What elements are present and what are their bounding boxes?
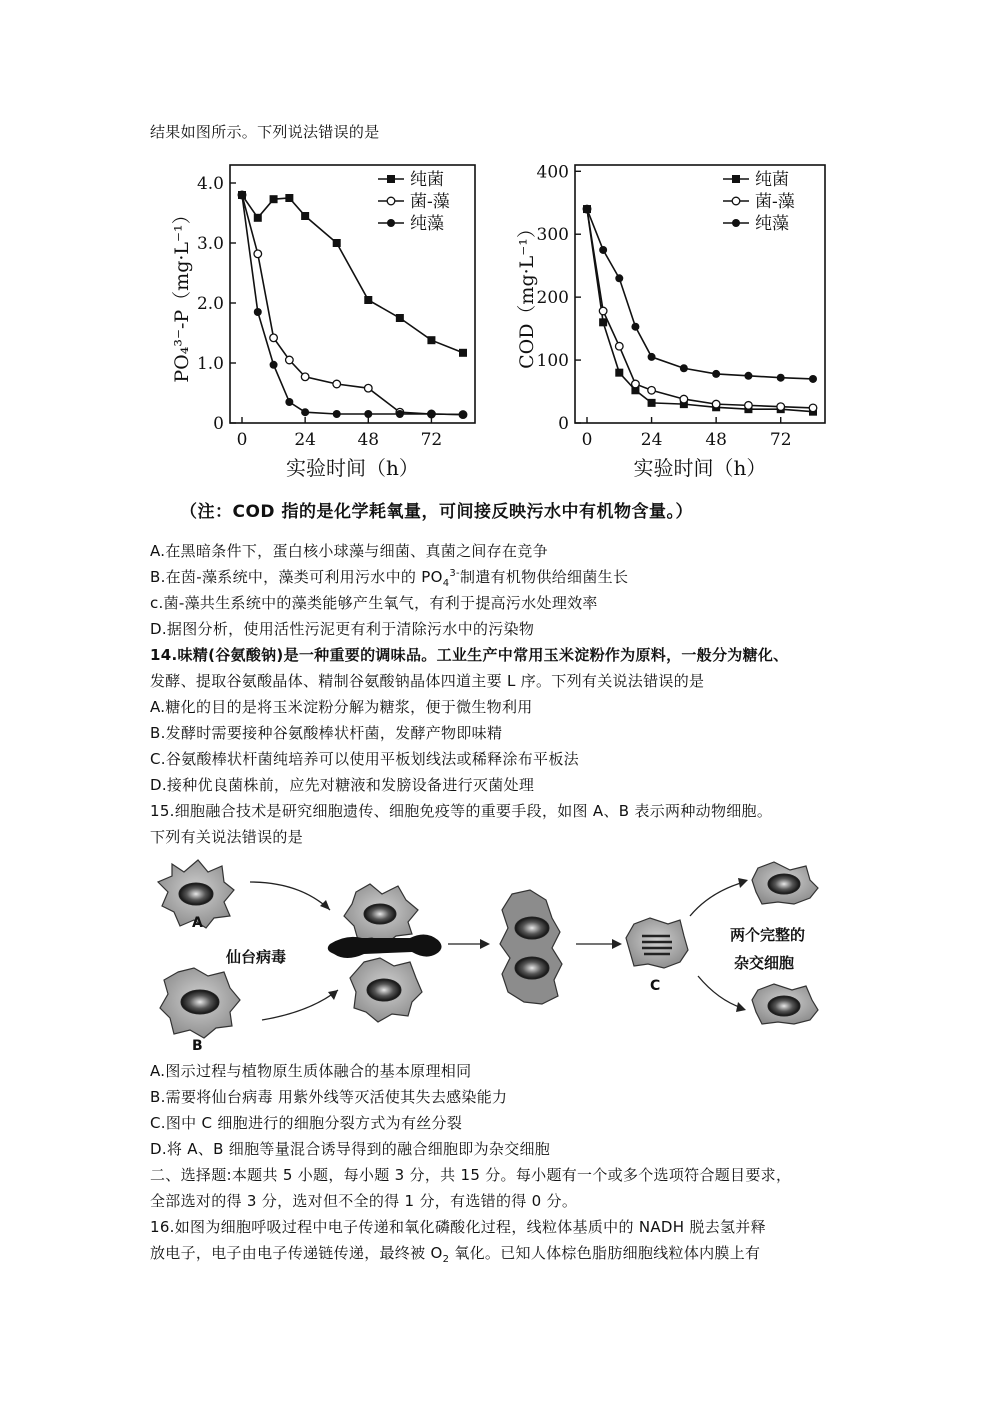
virus-label: 仙台病毒: [226, 948, 287, 966]
y-axis-label: PO₄³⁻-P（mg·L⁻¹）: [171, 205, 193, 383]
data-point: [396, 314, 404, 322]
label-c: C: [650, 978, 661, 994]
cell-b: [160, 968, 240, 1038]
x-tick-label: 48: [705, 430, 727, 450]
q15-option-d: D.将 A、B 细胞等量混合诱导得到的融合细胞即为杂交细胞: [150, 1140, 551, 1158]
data-point: [285, 398, 293, 406]
hybrid-cell-top: [752, 862, 818, 904]
data-point: [599, 307, 607, 315]
q13-option-a: A.在黑暗条件下，蛋白核小球藻与细菌、真菌之间存在竞争: [150, 542, 548, 560]
data-point: [615, 369, 623, 377]
q14-option-c: C.谷氨酸棒状杆菌纯培养可以使用平板划线法或稀释涂布平板法: [150, 750, 579, 768]
y-tick-label: 100: [536, 351, 569, 372]
legend-marker: [732, 197, 740, 205]
q13-b-sup: 3-: [449, 568, 460, 579]
data-point: [680, 364, 688, 372]
x-tick-label: 24: [294, 430, 316, 450]
x-tick-label: 72: [769, 430, 792, 450]
cell-a-with-virus: [344, 884, 418, 944]
x-axis-label: 实验时间（h）: [633, 456, 767, 480]
chart-note: （注：COD 指的是化学耗氧量，可间接反映污水中有机物含量。）: [180, 502, 693, 522]
data-point: [285, 194, 293, 202]
q15-stem-1: 15.细胞融合技术是研究细胞遗传、细胞免疫等的重要手段，如图 A、B 表示两种动物细胞。: [150, 802, 773, 820]
q16-line-2-post: 氧化。已知人体棕色脂肪细胞线粒体内膜上有: [449, 1244, 761, 1262]
y-tick-label: 3.0: [196, 234, 224, 254]
arrow-a-head: [320, 900, 330, 910]
data-point: [777, 374, 785, 382]
y-axis-label: COD（mg·L⁻¹）: [516, 219, 538, 369]
y-tick-label: 2.0: [196, 294, 224, 314]
legend-label: 纯藻: [410, 214, 444, 234]
arrow-down: [698, 976, 742, 1008]
legend-marker: [732, 219, 740, 227]
data-point: [777, 403, 785, 411]
data-point: [427, 336, 435, 344]
data-point: [286, 356, 294, 364]
data-point: [745, 402, 753, 410]
q15-stem-2: 下列有关说法错误的是: [150, 828, 304, 846]
data-point: [631, 323, 639, 331]
data-point: [599, 246, 607, 254]
legend-label: 纯藻: [755, 214, 789, 234]
label-b: B: [192, 1038, 203, 1052]
data-point: [254, 308, 262, 316]
q13-b-post: 制遣有机物供给细菌生长: [459, 568, 629, 586]
series-line-3: [587, 209, 813, 379]
data-point: [632, 380, 640, 388]
q14-stem-1: 14.味精(谷氨酸钠)是一种重要的调味品。工业生产中常用玉米淀粉作为原料，一般分为糖化、: [150, 646, 789, 664]
data-point: [427, 410, 435, 418]
cell-fusion-figure: [150, 852, 850, 1052]
x-tick-label: 48: [357, 430, 380, 450]
data-point: [459, 411, 467, 419]
arrow-to-fused-head: [480, 939, 490, 949]
intro-text: 结果如图所示。下列说法错误的是: [150, 123, 380, 141]
section2-line-1: 二、选择题:本题共 5 小题，每小题 3 分，共 15 分。每小题有一个或多个选项符合题目要求，: [150, 1166, 792, 1184]
x-tick-label: 0: [581, 430, 593, 450]
data-point: [809, 404, 817, 412]
q15-option-a: A.图示过程与植物原生质体融合的基本原理相同: [150, 1062, 472, 1080]
legend-marker: [732, 175, 740, 183]
y-tick-label: 200: [536, 288, 569, 309]
arrow-b-head: [328, 990, 338, 1000]
data-point: [270, 361, 278, 369]
y-tick-label: 0: [558, 414, 569, 434]
arrow-b: [262, 990, 338, 1020]
data-point: [648, 353, 656, 361]
q14-stem-2: 发酵、提取谷氨酸晶体、精制谷氨酸钠晶体四道主要 L 序。下列有关说法错误的是: [150, 672, 705, 690]
y-tick-label: 400: [536, 162, 569, 183]
data-point: [333, 410, 341, 418]
y-tick-label: 300: [536, 225, 569, 246]
x-tick-label: 72: [420, 430, 443, 450]
q13-option-c: c.菌-藻共生系统中的藻类能够产生氧气，有利于提高污水处理效率: [150, 594, 598, 612]
q13-option-d: D.据图分析，使用活性污泥更有利于清除污水中的污染物: [150, 620, 535, 638]
data-point: [744, 372, 752, 380]
result-label-2: 杂交细胞: [734, 954, 795, 972]
legend-label: 菌-藻: [410, 192, 450, 212]
data-point: [333, 380, 341, 388]
q15-option-b: B.需要将仙台病毒 用紫外线等灭活使其失去感染能力: [150, 1088, 508, 1106]
arrow-a: [250, 882, 330, 910]
data-point: [270, 334, 278, 342]
y-tick-label: 0: [213, 414, 224, 434]
arrow-to-c-head: [612, 939, 622, 949]
data-point: [809, 375, 817, 383]
legend-label: 纯菌: [410, 170, 444, 190]
data-point: [254, 214, 262, 222]
result-label-1: 两个完整的: [730, 926, 806, 944]
cell-b-with-virus: [350, 958, 422, 1022]
legend-marker: [387, 219, 395, 227]
q13-option-b: [150, 566, 628, 589]
x-axis-label: 实验时间（h）: [286, 456, 419, 480]
y-tick-label: 4.0: [196, 174, 224, 194]
legend-label: 纯菌: [755, 170, 789, 190]
legend-label: 菌-藻: [755, 192, 795, 212]
data-point: [254, 250, 262, 258]
data-point: [364, 410, 372, 418]
label-a: A: [192, 915, 203, 931]
data-point: [680, 395, 688, 403]
x-tick-label: 24: [640, 430, 663, 450]
legend-marker: [387, 197, 395, 205]
data-point: [712, 370, 720, 378]
x-tick-label: 0: [236, 430, 248, 450]
data-point: [301, 212, 309, 220]
cell-c: [626, 918, 688, 968]
data-point: [301, 408, 309, 416]
data-point: [396, 410, 404, 418]
q16-line-2-sub: 2: [442, 1254, 450, 1265]
q16-line-1: 16.如图为细胞呼吸过程中电子传递和氧化磷酸化过程，线粒体基质中的 NADH 脱去氢并释: [150, 1218, 766, 1236]
q14-option-a: A.糖化的目的是将玉米淀粉分解为糖浆，便于微生物利用: [150, 698, 533, 716]
data-point: [648, 386, 656, 394]
arrow-up: [690, 882, 744, 916]
data-point: [238, 191, 246, 199]
data-point: [364, 384, 372, 392]
legend-marker: [387, 175, 395, 183]
arrow-up-head: [738, 878, 748, 888]
data-point: [648, 399, 656, 407]
fused-cell: [500, 890, 562, 1004]
q15-option-c: C.图中 C 细胞进行的细胞分裂方式为有丝分裂: [150, 1114, 463, 1132]
data-point: [459, 349, 467, 357]
q13-b-sub: 4: [442, 578, 450, 589]
section2-line-2: 全部选对的得 3 分，选对但不全的得 1 分，有选错的得 0 分。: [150, 1192, 578, 1210]
data-point: [615, 342, 623, 350]
y-tick-label: 1.0: [196, 354, 224, 374]
arrow-down-head: [736, 1002, 746, 1012]
phosphate-chart: [160, 155, 490, 495]
data-point: [364, 296, 372, 304]
q16-line-2-pre: 放电子，电子由电子传递链传递，最终被 O: [150, 1244, 443, 1262]
cod-chart: [505, 155, 845, 495]
data-point: [615, 274, 623, 282]
data-point: [583, 205, 591, 213]
data-point: [301, 373, 309, 381]
data-point: [599, 318, 607, 326]
q14-option-b: B.发酵时需要接种谷氨酸棒状杆菌，发酵产物即味精: [150, 724, 503, 742]
q16-line-2: [150, 1242, 760, 1265]
data-point: [333, 239, 341, 247]
q13-b-text: B.在茵-藻系统中，藻类可利用污水中的 PO: [150, 568, 443, 586]
data-point: [712, 400, 720, 408]
q14-option-d: D.接种优良菌株前，应先对糖液和发膀设备进行灭菌处理: [150, 776, 535, 794]
data-point: [270, 195, 278, 203]
hybrid-cell-bottom: [752, 984, 818, 1024]
